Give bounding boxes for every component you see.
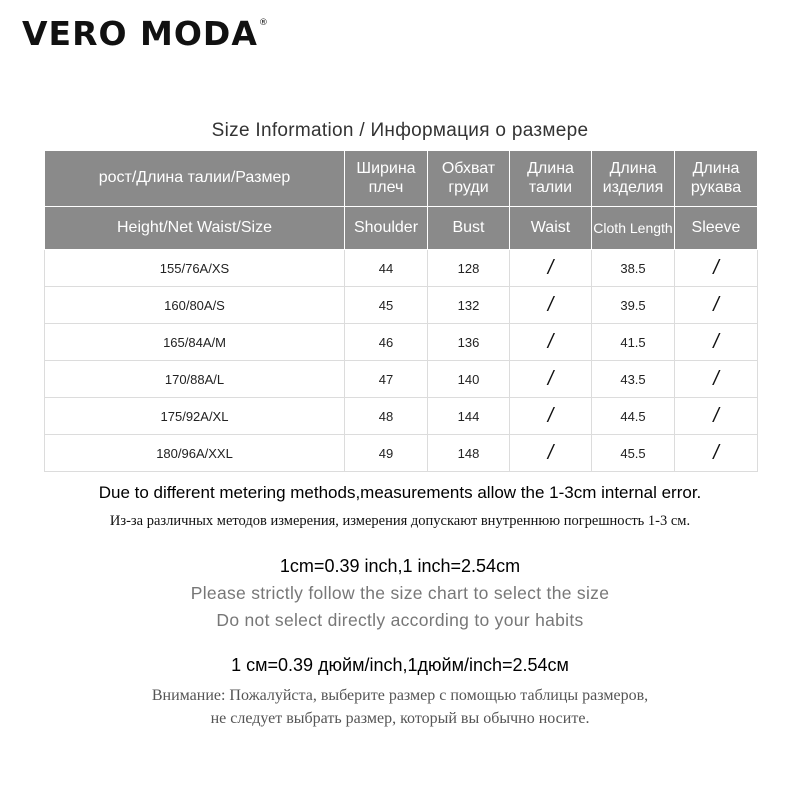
table-row	[45, 398, 758, 435]
table-row	[45, 287, 758, 324]
warning-note-ru-line1: Внимание: Пожалуйста, выберите размер с помощью таблицы размеров,	[151, 687, 649, 704]
size-table	[44, 150, 758, 472]
cell-shoulder: 45	[345, 287, 428, 324]
cell-shoulder: 46	[345, 324, 428, 361]
cell-waist: /	[510, 361, 592, 398]
cell-waist: /	[510, 324, 592, 361]
conversion-note-en: 1cm=0.39 inch,1 inch=2.54cm	[279, 556, 521, 576]
cell-sleeve: /	[675, 435, 758, 472]
cell-length: 45.5	[592, 435, 675, 472]
size-info-title: Size Information / Информация о размере	[211, 120, 589, 141]
col-header-ru-shoulder: Ширина плеч	[345, 151, 428, 207]
habit-warning-note: Do not select directly according to your habits	[216, 610, 584, 630]
trademark-symbol: ®	[258, 18, 269, 28]
cell-waist: /	[510, 435, 592, 472]
cell-length: 38.5	[592, 250, 675, 287]
follow-chart-note: Please strictly follow the size chart to select the size	[190, 583, 610, 603]
cell-shoulder: 44	[345, 250, 428, 287]
cell-shoulder: 49	[345, 435, 428, 472]
table-row	[45, 435, 758, 472]
cell-sleeve: /	[675, 287, 758, 324]
cell-sleeve: /	[675, 361, 758, 398]
cell-length: 43.5	[592, 361, 675, 398]
cell-sleeve: /	[675, 324, 758, 361]
error-note-en: Due to different metering methods,measurements allow the 1-3cm internal error.	[98, 483, 702, 502]
cell-waist: /	[510, 287, 592, 324]
col-header-ru-waist: Длина талии	[510, 151, 592, 207]
cell-bust: 132	[428, 287, 510, 324]
table-row	[45, 361, 758, 398]
cell-bust: 148	[428, 435, 510, 472]
col-header-en-size: Height/Net Waist/Size	[45, 207, 345, 250]
error-note-ru: Из-за различных методов измерения, измерения допускают внутреннюю погрешность 1-3 см.	[109, 513, 691, 529]
cell-size: 170/88A/L	[45, 361, 345, 398]
cell-bust: 136	[428, 324, 510, 361]
cell-bust: 144	[428, 398, 510, 435]
cell-bust: 140	[428, 361, 510, 398]
col-header-ru-size: рост/Длина талии/Размер	[45, 151, 345, 207]
header-row-en	[45, 207, 758, 250]
cell-shoulder: 47	[345, 361, 428, 398]
col-header-en-shoulder: Shoulder	[345, 207, 428, 250]
cell-sleeve: /	[675, 398, 758, 435]
cell-size: 155/76A/XS	[45, 250, 345, 287]
cell-shoulder: 48	[345, 398, 428, 435]
col-header-en-waist: Waist	[510, 207, 592, 250]
table-row	[45, 250, 758, 287]
brand-name: VERO MODA	[22, 14, 258, 53]
cell-bust: 128	[428, 250, 510, 287]
cell-size: 180/96A/XXL	[45, 435, 345, 472]
cell-length: 41.5	[592, 324, 675, 361]
cell-sleeve: /	[675, 250, 758, 287]
conversion-note-ru: 1 см=0.39 дюйм/inch,1дюйм/inch=2.54см	[231, 655, 569, 675]
cell-size: 160/80A/S	[45, 287, 345, 324]
cell-length: 39.5	[592, 287, 675, 324]
col-header-ru-sleeve: Длина рукава	[675, 151, 758, 207]
cell-waist: /	[510, 250, 592, 287]
cell-waist: /	[510, 398, 592, 435]
cell-length: 44.5	[592, 398, 675, 435]
cell-size: 175/92A/XL	[45, 398, 345, 435]
header-row-ru	[45, 151, 758, 207]
col-header-ru-length: Длина изделия	[592, 151, 675, 207]
table-row	[45, 324, 758, 361]
warning-note-ru-line2: не следует выбрать размер, который вы обычно носите.	[210, 710, 590, 727]
col-header-en-length: Cloth Length	[592, 207, 675, 250]
brand-logo	[22, 14, 269, 53]
col-header-en-sleeve: Sleeve	[675, 207, 758, 250]
col-header-en-bust: Bust	[428, 207, 510, 250]
cell-size: 165/84A/M	[45, 324, 345, 361]
col-header-ru-bust: Обхват груди	[428, 151, 510, 207]
